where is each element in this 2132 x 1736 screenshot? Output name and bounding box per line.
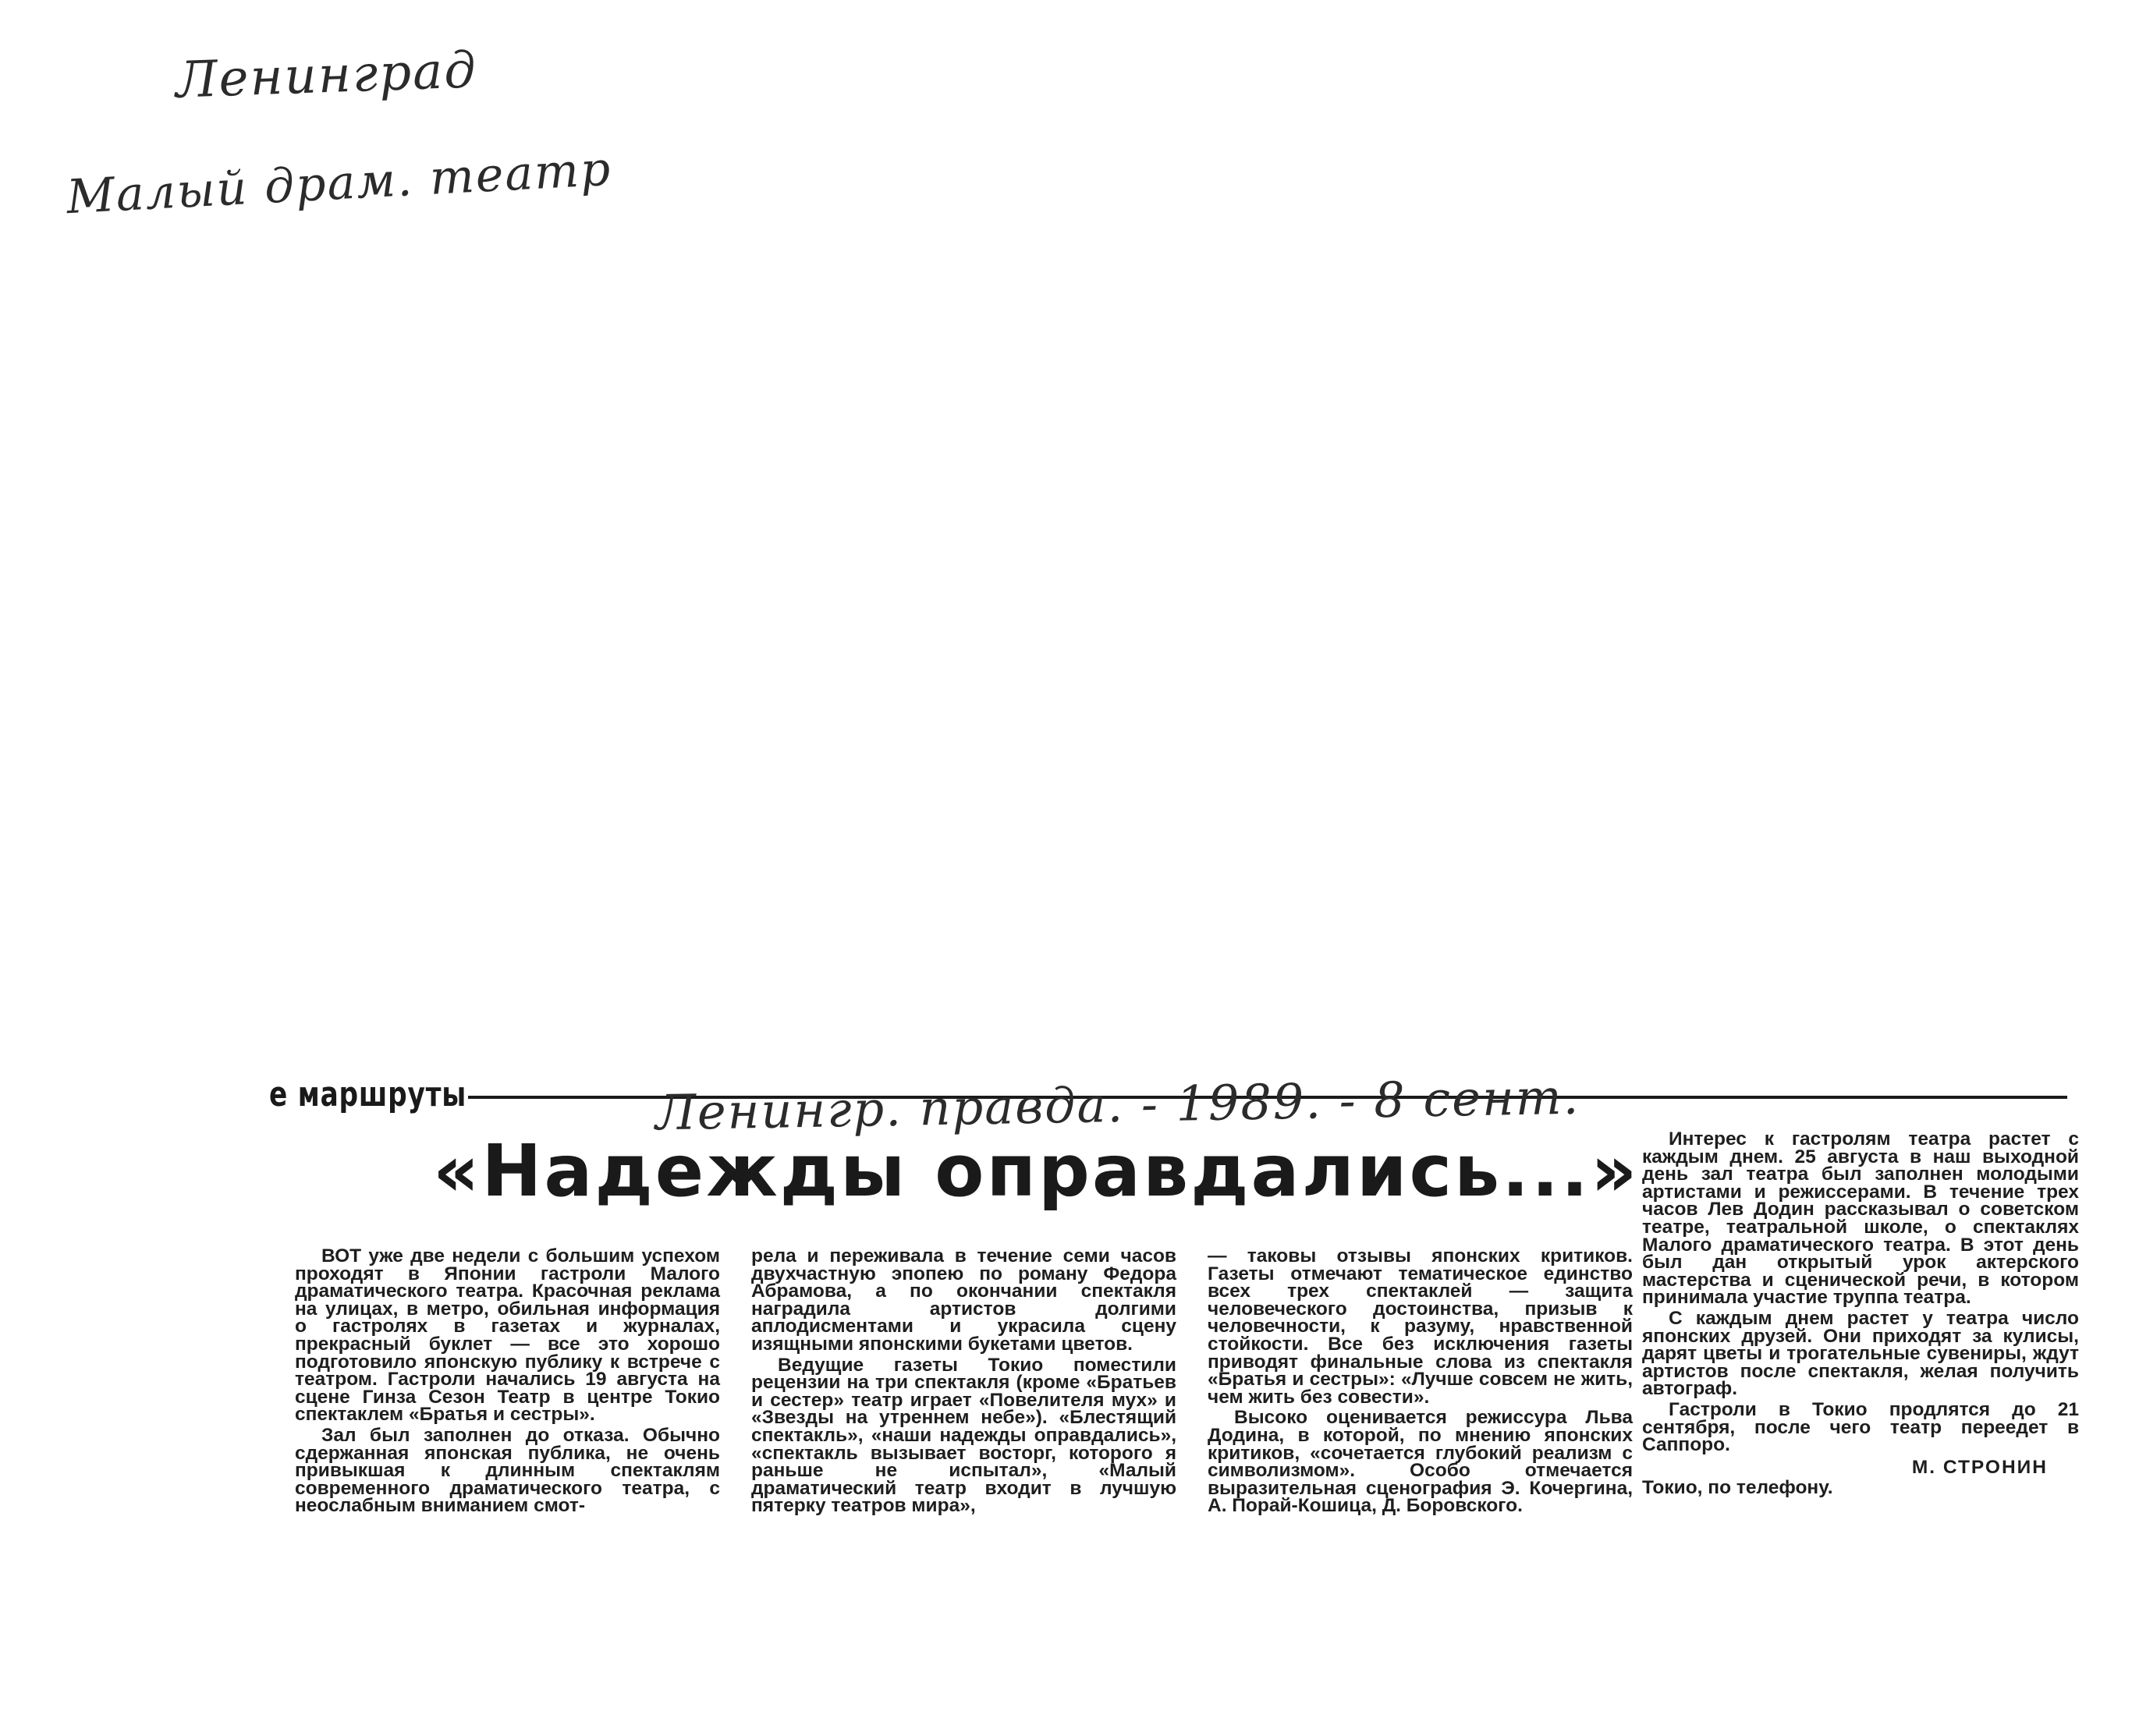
section-rubric: е маршруты (269, 1075, 467, 1114)
handwritten-city-note: Ленинград (174, 41, 479, 110)
handwritten-theatre-note: Малый драм. театр (65, 141, 613, 225)
paragraph: С каждым днем растет у театра число японских друзей. Они приходят за кулисы, дарят цветы и трогательные сувениры, ждут артистов после спектакля, желая получить автограф. (1642, 1307, 2079, 1400)
paragraph: ВОТ уже две недели с большим успехом проходят в Японии гастроли Малого драматического театра. Красочная реклама на улицах, в метро, обильная информация о гастролях в газетах и журналах, прекрасный буклет — все это хорошо подготовило японскую публику к встрече с театром. Гастроли начались 19 августа на сцене Гинза Сезон Театр в центре Токио спектаклем «Братья и сестры». (295, 1245, 720, 1426)
dateline: Токио, по телефону. (1642, 1477, 1833, 1499)
article-headline: «Надежды оправдались...» (433, 1129, 1640, 1213)
author-signature: М. СТРОНИН (1911, 1456, 2048, 1478)
paragraph: Зал был заполнен до отказа. Обычно сдержанная японская публика, не очень привыкшая к длинным спектаклям современного драматического театра, с неослабным вниманием смот- (295, 1424, 720, 1517)
article-column-3 (1208, 1245, 1633, 1517)
paragraph: — таковы отзывы японских критиков. Газеты отмечают тематическое единство всех трех спектаклей — защита человеческого достоинства, призыв к человечности, к разуму, нравственной стойкости. Все без исключения газеты приводят финальные слова из спектакля «Братья и сестры»: «Лучше совсем не жить, чем жить без совести». (1208, 1245, 1633, 1408)
paragraph: Интерес к гастролям театра растет с каждым днем. 25 августа в наш выходной день зал театра был заполнен молодыми артистами и режиссерами. В течение трех часов Лев Додин рассказывал о советском театре, театральной школе, о спектаклях Малого драматического театра. В этот день был дан открытый урок актерского мастерства и сценической речи, в котором принимала участие труппа театра. (1642, 1128, 2079, 1309)
article-column-4 (1642, 1128, 2079, 1499)
paragraph: рела и переживала в течение семи часов двухчастную эпопею по роману Федора Абрамова, а по окончании спектакля наградила артистов долгими аплодисментами и украсила сцену изящными японскими букетами цветов. (751, 1245, 1176, 1355)
paragraph: Высоко оценивается режиссура Льва Додина, в которой, по мнению японских критиков, «сочетается глубокий реализм с символизмом». Особо отмечается выразительная сценография Э. Кочергина, А. Порай-Кошица, Д. Боровского. (1208, 1407, 1633, 1517)
paragraph: Гастроли в Токио продлятся до 21 сентября, после чего театр переедет в Саппоро. (1642, 1398, 2079, 1456)
paragraph: Ведущие газеты Токио поместили рецензии на три спектакля (кроме «Братьев и сестер» театр играет «Повелителя мух» и «Звезды на утреннем небе»). «Блестящий спектакль», «наши надежды оправдались», «спектакль вызывает восторг, которого я раньше не испытал», «Малый драматический театр входит в лучшую пятерку театров мира», (751, 1354, 1176, 1517)
handwritten-source-note: Ленингр. правда. - 1989. - 8 сент. (654, 1068, 1580, 1142)
article-column-1 (295, 1245, 720, 1517)
article-column-2 (751, 1245, 1176, 1517)
